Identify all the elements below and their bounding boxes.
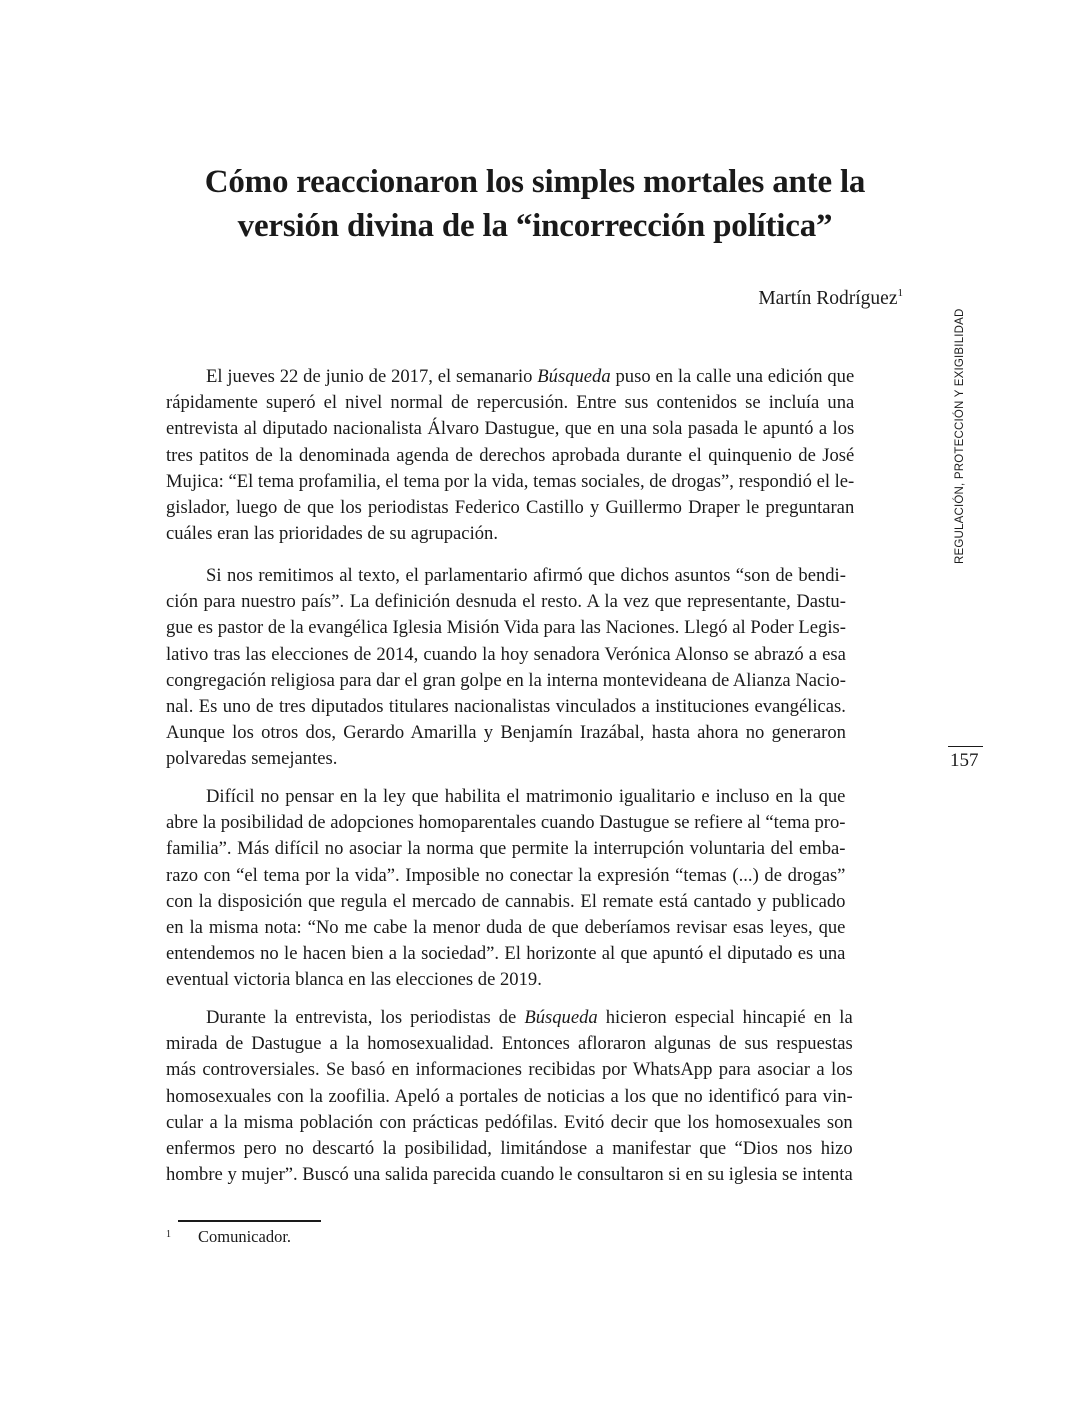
text-line: lativo tras las elecciones de 2014, cuando la hoy senadora Verónica Alonso se abrazó a esa <box>166 643 846 665</box>
footnote-text: Comunicador. <box>198 1227 292 1246</box>
title-line: Cómo reaccionaron los simples mortales ante la <box>204 164 866 200</box>
text-line: rápidamente superó el nivel normal de repercusión. Entre sus contenidos se incluía una <box>166 392 855 414</box>
title-line: versión divina de la “incorrección política” <box>237 208 833 244</box>
text-line: Si nos remitimos al texto, el parlamentario afirmó que dichos asuntos “son de bendi- <box>206 565 846 586</box>
text-line: cuáles eran las prioridades de su agrupación. <box>166 523 498 545</box>
publication-name: Búsqueda <box>524 1007 598 1028</box>
paragraph <box>166 1005 853 1188</box>
text-line: con la disposición que regula el mercado de cannabis. El remate está cantado y publicado <box>166 890 846 912</box>
paragraph <box>166 784 845 994</box>
text-line: cular a la misma población con prácticas pedófilas. Evitó decir que los homosexuales son <box>166 1111 853 1133</box>
text-line: Durante la entrevista, los periodistas de Búsqueda hicieron especial hincapié en la <box>206 1007 853 1028</box>
text-line: gislador, luego de que los periodistas Federico Castillo y Guillermo Draper le preguntaran <box>166 497 855 519</box>
text-line: Aunque los otros dos, Gerardo Amarilla y Benjamín Irazábal, hasta ahora no generaron <box>166 722 846 744</box>
text-line: más controversiales. Se basó en informaciones recibidas por WhatsApp para asociar a los <box>166 1059 853 1081</box>
author-name: Martín Rodríguez <box>758 288 898 309</box>
text-line: mirada de Dastugue a la homosexualidad. Entonces afloraron algunas de sus respuestas <box>166 1033 853 1055</box>
article-title <box>160 160 910 248</box>
text-line: nal. Es uno de tres diputados titulares nacionalistas vinculados a instituciones evangélicas. <box>166 696 846 718</box>
text-line: El jueves 22 de junio de 2017, el semanario Búsqueda puso en la calle una edición que <box>206 366 855 387</box>
text-line: enfermos pero no descartó la posibilidad, limitándose a manifestar que “Dios nos hizo <box>166 1138 853 1160</box>
text-line: Difícil no pensar en la ley que habilita el matrimonio igualitario e incluso en la que <box>206 786 846 807</box>
text-line: razo con “el tema por la vida”. Imposible no conectar la expresión “temas (...) de drogas” <box>166 864 846 886</box>
footnote-mark: 1 <box>166 1229 171 1240</box>
section-running-head: REGULACIÓN, PROTECCIÓN Y EXIGIBILIDAD <box>954 308 966 564</box>
text-line: entrevista al diputado nacionalista Álvaro Dastugue, que en una sola pasada le apuntó a los <box>166 418 855 440</box>
publication-name: Búsqueda <box>537 366 611 387</box>
page-number: 157 <box>950 750 979 771</box>
text-line: en la misma nota: “No me cabe la menor duda de que deberíamos revisar esas leyes, que <box>166 917 846 939</box>
author-footnote-mark[interactable]: 1 <box>897 287 903 299</box>
text-line: homosexuales con la zoofilia. Apeló a portales de noticias a los que no identificó para vin- <box>166 1085 853 1107</box>
footnote-separator <box>178 1220 321 1222</box>
page-number-rule <box>948 746 983 747</box>
text-line: familia”. Más difícil no asociar la norma que permite la interrupción voluntaria del emba- <box>166 838 846 860</box>
paragraph <box>166 563 846 773</box>
text-line: entendemos no le hacen bien a la sociedad”. El horizonte al que apuntó el diputado es una <box>166 943 846 965</box>
text-line: eventual victoria blanca en las elecciones de 2019. <box>166 969 542 991</box>
text-line: ción para nuestro país”. La definición desnuda el resto. A la vez que representante, Dastu- <box>166 591 846 613</box>
text-line: congregación religiosa para dar el gran golpe en la interna montevideana de Alianza Nacio- <box>166 669 846 691</box>
author-byline <box>758 287 903 310</box>
text-line: tres patitos de la denominada agenda de derechos aprobada durante el quinquenio de José <box>166 444 855 466</box>
text-line: gue es pastor de la evangélica Iglesia Misión Vida para las Naciones. Llegó al Poder Legis- <box>166 617 846 639</box>
text-line: polvaredas semejantes. <box>166 748 338 770</box>
text-line: abre la posibilidad de adopciones homoparentales cuando Dastugue se refiere al “tema pro- <box>166 812 846 834</box>
paragraph <box>166 364 854 547</box>
text-line: Mujica: “El tema profamilia, el tema por la vida, temas sociales, de drogas”, respondió el le- <box>166 470 855 492</box>
text-line: hombre y mujer”. Buscó una salida parecida cuando le consultaron si en su iglesia se intenta <box>166 1164 853 1186</box>
